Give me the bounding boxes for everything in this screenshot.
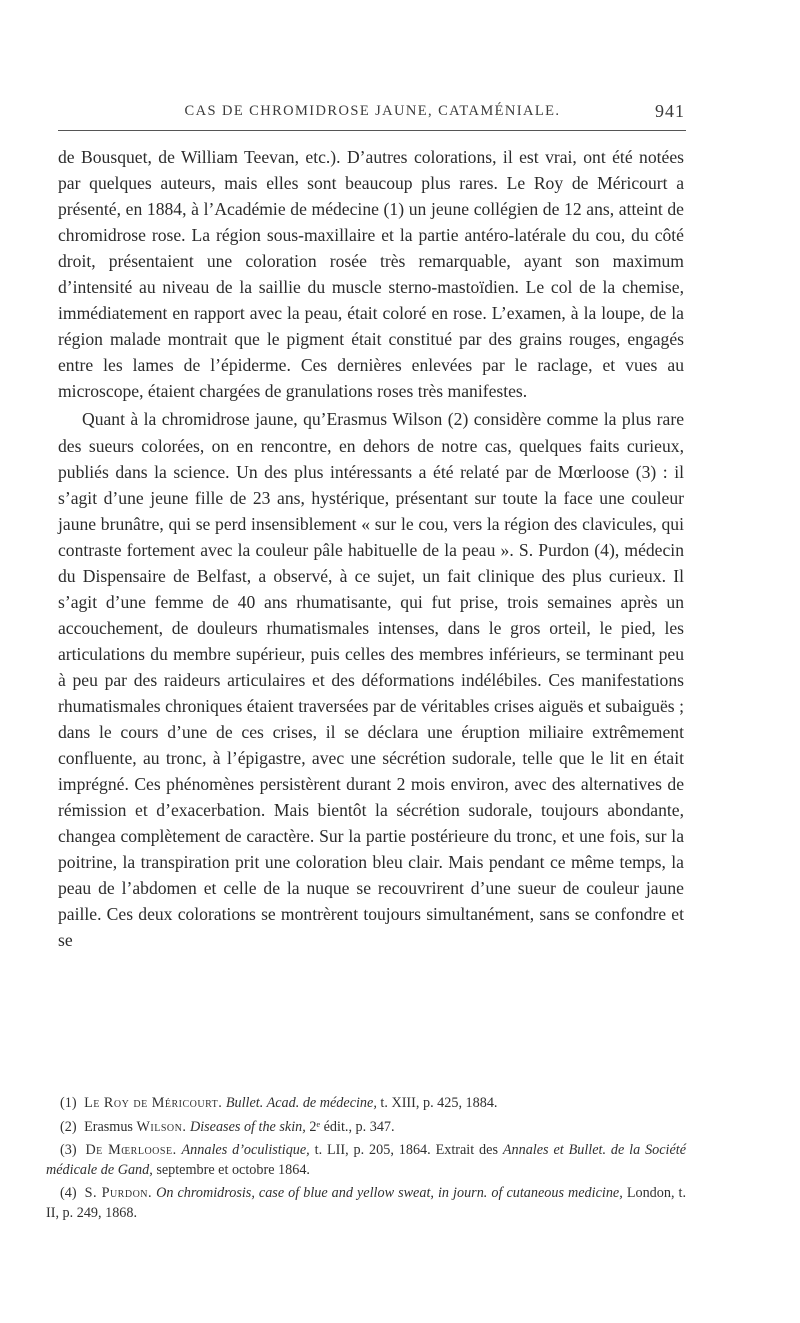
footnote-author-prefix: Erasmus [84,1118,133,1135]
footnote-journal: On chromidrosis, case of blue and yellow sweat, in journ. of cutaneous medicine, [156,1185,623,1201]
footnote-4 [46,1184,686,1223]
footnote-author: De Mœrloose. [85,1142,177,1158]
page-number: 941 [655,101,685,121]
footnote-details-2: septembre et octobre 1864. [156,1161,310,1178]
header-rule [58,130,686,131]
running-head [60,103,685,125]
footnote-author: S. Purdon. [84,1185,153,1201]
footnote-journal-2: Annales et Bullet. de la Société médicale de Gand, [46,1142,687,1178]
footnote-author: Le Roy de Méricourt. [84,1095,223,1111]
body-text [58,144,684,953]
paragraph-1: de Bousquet, de William Teevan, etc.). D’autres colorations, il est vrai, ont été notées par quelques auteurs, mais elles sont beaucoup plus rares. Le Roy de Méricourt a présenté, en 1884, à l’Académie de médecine (1) un jeune collégien de 12 ans, atteint de chromidrose rose. La région sous-maxillaire et la partie antéro-latérale du cou, du côté droit, présentaient une coloration rosée très remarquable, ayant son maximum d’intensité au niveau de la saillie du muscle sterno-mastoïdien. Le col de la chemise, immédiatement en rapport avec la peau, était coloré en rose. L’examen, à la loupe, de la région malade montrait que le pigment était constitué par des grains rouges, engagés entre les lames de l’épiderme. Ces dernières enlevées par le raclage, et vues au microscope, étaient chargées de granulations roses très manifestes. [58,147,684,402]
footnote-details: t. LII, p. 205, 1864. Extrait des [314,1142,498,1158]
footnote-journal: Annales d’oculistique, [181,1142,310,1158]
footnote-mark: (2) [60,1118,77,1135]
footnote-author: Wilson. [136,1118,187,1135]
footnote-mark: (3) [60,1142,77,1158]
footnote-1 [46,1094,686,1114]
footnotes [46,1094,686,1227]
footnote-details: 2ᵉ édit., p. 347. [309,1118,395,1135]
footnote-mark: (1) [60,1095,77,1111]
footnote-3 [46,1141,686,1180]
footnote-mark: (4) [60,1185,77,1201]
footnote-details: London, t. II, p. 249, 1868. [46,1185,687,1221]
running-title: CAS DE CHROMIDROSE JAUNE, CATAMÉNIALE. [184,103,561,119]
footnote-details: t. XIII, p. 425, 1884. [380,1095,498,1111]
paragraph-2: Quant à la chromidrose jaune, qu’Erasmus Wilson (2) considère comme la plus rare des sueurs colorées, on en rencontre, en dehors de notre cas, quelques faits curieux, publiés dans la science. Un des plus intéressants a été relaté par de Mœrloose (3) : il s’agit d’une jeune fille de 23 ans, hystérique, présentant sur toute la face une couleur jaune brunâtre, qui se perd insensiblement « sur le cou, vers la région des clavicules, qui contraste fortement avec la couleur pâle habituelle de la peau ». S. Purdon (4), médecin du Dispensaire de Belfast, a observé, à ce sujet, un fait clinique des plus curieux. Il s’agit d’une femme de 40 ans rhumatisante, qui fut prise, trois semaines après un accouchement, de douleurs rhumatismales intenses, dans le gros orteil, le pied, les articulations du membre supérieur, puis celles des membres inférieurs, se terminant peu à peu par des raideurs articulaires et des déformations indélébiles. Ces manifestations rhumatismales chroniques étaient traversées par de véritables crises aiguës et subaiguës ; dans le cours d’une de ces crises, il se déclara une éruption miliaire extrêmement confluente, au tronc, à l’épigastre, avec une sécrétion sudorale, telle que le lit en était imprégné. Ces phénomènes persistèrent durant 2 mois environ, avec des alternatives de rémission et d’exacerbation. Mais bientôt la sécrétion sudorale, toujours abondante, changea complètement de caractère. Sur la partie postérieure du tronc, et une fois, sur la poitrine, la transpiration prit une coloration bleu clair. Mais pendant ce même temps, la peau de l’abdomen et celle de la nuque se recouvrirent d’une sueur de couleur jaune paille. Ces deux colorations se montrèrent toujours simultanément, sans se confondre et se [58,409,684,951]
footnote-journal: Diseases of the skin, [189,1118,306,1135]
footnote-2 [46,1118,686,1138]
footnote-journal: Bullet. Acad. de médecine, [225,1095,377,1111]
